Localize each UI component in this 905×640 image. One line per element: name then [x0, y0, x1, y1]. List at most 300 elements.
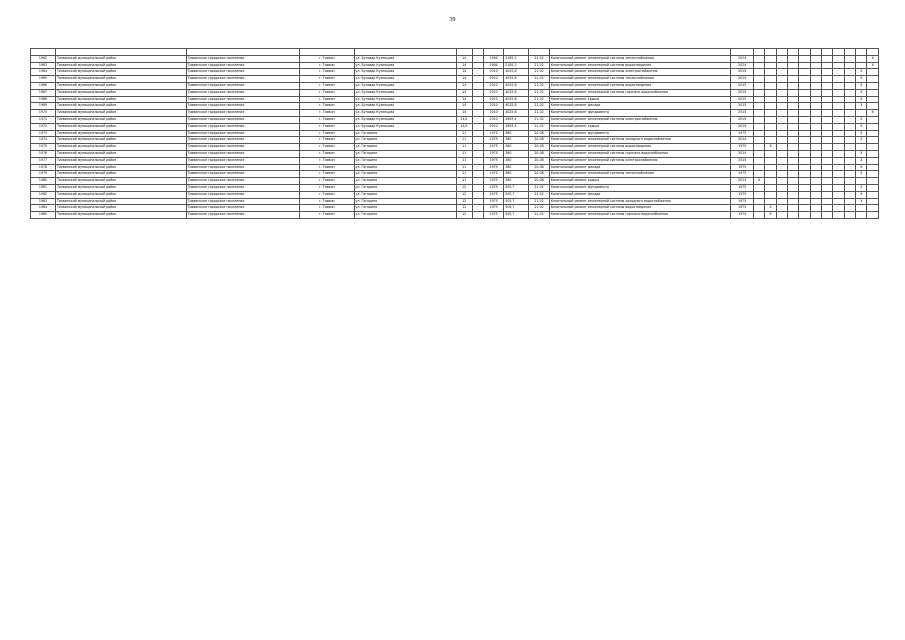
table-cell	[776, 110, 787, 117]
table-cell	[822, 150, 833, 157]
table-cell	[788, 164, 799, 171]
table-cell	[833, 116, 844, 123]
table-cell: 12	[456, 184, 472, 191]
table-row	[31, 164, 879, 171]
table-cell	[765, 171, 776, 178]
table-cell: 1962	[31, 55, 56, 62]
table-cell	[776, 62, 787, 69]
table-cell: 505,7	[504, 198, 529, 205]
table-cell	[788, 198, 799, 205]
table-cell	[867, 178, 879, 185]
table-cell: 2010	[483, 89, 503, 96]
table-cell: ул. Гагарина	[354, 157, 456, 164]
table-cell: Тихвинское городское поселение	[186, 110, 300, 117]
table-cell	[833, 184, 844, 191]
table-cell: 1968	[31, 96, 56, 103]
column-header	[31, 49, 56, 56]
table-cell: 21-02	[529, 69, 549, 76]
table-cell: Капитальный ремонт инженерной системы водоотведения	[549, 205, 731, 212]
table-cell	[799, 89, 810, 96]
table-cell: 505,7	[504, 184, 529, 191]
table-cell: 1973	[31, 130, 56, 137]
table-cell	[810, 144, 821, 151]
table-cell	[833, 157, 844, 164]
table-cell	[867, 184, 879, 191]
table-cell: 2010	[483, 82, 503, 89]
table-cell: 1975	[483, 150, 503, 157]
table-cell: Капитальный ремонт инженерной системы горячего водоснабжения	[549, 150, 731, 157]
table-cell: 1966	[31, 82, 56, 89]
table-cell: 380	[504, 144, 529, 151]
table-cell: Тихвинский муниципальный район	[55, 55, 186, 62]
table-cell: ул. Гагарина	[354, 164, 456, 171]
table-cell	[472, 144, 483, 151]
table-cell: г. Тихвин	[300, 184, 354, 191]
table-cell	[788, 130, 799, 137]
table-cell	[788, 76, 799, 83]
table-cell: 1978	[31, 164, 56, 171]
column-header	[810, 49, 821, 56]
table-cell	[776, 212, 787, 219]
table-cell: 20-08	[529, 178, 549, 185]
table-cell: 21-02	[529, 103, 549, 110]
table-cell	[788, 55, 799, 62]
table-cell: 1975	[483, 157, 503, 164]
table-cell: Тихвинское городское поселение	[186, 191, 300, 198]
table-cell	[788, 137, 799, 144]
table-cell: 14	[456, 55, 472, 62]
table-cell: Тихвинский муниципальный район	[55, 157, 186, 164]
table-cell	[472, 164, 483, 171]
table-cell	[776, 150, 787, 157]
table-cell	[810, 212, 821, 219]
table-cell	[844, 212, 855, 219]
table-cell: 1984	[31, 205, 56, 212]
table-cell	[844, 116, 855, 123]
table-cell: 11	[456, 150, 472, 157]
table-cell	[822, 191, 833, 198]
table-cell	[788, 150, 799, 157]
table-cell: 2185,2	[504, 55, 529, 62]
table-cell: 505,7	[504, 212, 529, 219]
table-header-row	[31, 49, 879, 56]
table-cell: 380	[504, 157, 529, 164]
repair-schedule-table	[30, 48, 879, 219]
table-cell: ул. Бульвар Кузнецова	[354, 89, 456, 96]
table-cell: Капитальный ремонт крыши	[549, 96, 731, 103]
table-cell	[833, 212, 844, 219]
table-cell	[472, 178, 483, 185]
table-cell: 380	[504, 137, 529, 144]
table-cell	[765, 184, 776, 191]
table-cell	[754, 69, 765, 76]
table-cell: Тихвинское городское поселение	[186, 89, 300, 96]
table-cell: 12	[456, 205, 472, 212]
table-cell: г. Тихвин	[300, 212, 354, 219]
table-cell	[844, 191, 855, 198]
table-cell: ул. Бульвар Кузнецова	[354, 116, 456, 123]
table-cell: Х	[867, 55, 879, 62]
table-cell: Тихвинский муниципальный район	[55, 69, 186, 76]
table-cell	[754, 184, 765, 191]
table-cell	[844, 62, 855, 69]
table-cell	[788, 69, 799, 76]
table-cell: 20-08	[529, 164, 549, 171]
table-cell	[810, 110, 821, 117]
table-cell	[788, 212, 799, 219]
table-cell: Капитальный ремонт инженерной системы водоотведения	[549, 82, 731, 89]
table-cell	[833, 130, 844, 137]
table-cell: г. Тихвин	[300, 137, 354, 144]
table-cell	[765, 116, 776, 123]
table-cell: 21-02	[529, 205, 549, 212]
table-cell	[833, 191, 844, 198]
table-cell	[867, 144, 879, 151]
table-cell	[867, 103, 879, 110]
table-cell	[822, 62, 833, 69]
table-cell: Капитальный ремонт крыши	[549, 123, 731, 130]
table-cell	[472, 191, 483, 198]
table-cell: Тихвинское городское поселение	[186, 178, 300, 185]
table-cell	[867, 212, 879, 219]
table-cell	[822, 96, 833, 103]
table-cell	[822, 55, 833, 62]
table-cell: 1975	[483, 178, 503, 185]
table-cell: ул. Гагарина	[354, 205, 456, 212]
table-row	[31, 55, 879, 62]
table-cell: г. Тихвин	[300, 171, 354, 178]
table-cell: ул. Бульвар Кузнецова	[354, 69, 456, 76]
table-cell	[788, 110, 799, 117]
table-cell	[844, 123, 855, 130]
table-cell: 1975	[483, 198, 503, 205]
table-cell: Х	[765, 144, 776, 151]
table-cell	[788, 205, 799, 212]
table-cell	[788, 191, 799, 198]
table-cell: 2010	[483, 110, 503, 117]
table-cell: 21-02	[529, 116, 549, 123]
table-cell	[776, 130, 787, 137]
table-cell	[833, 205, 844, 212]
table-cell	[844, 89, 855, 96]
table-row	[31, 123, 879, 130]
table-cell: Тихвинское городское поселение	[186, 96, 300, 103]
table-cell	[844, 76, 855, 83]
table-cell	[833, 55, 844, 62]
table-cell: г. Тихвин	[300, 82, 354, 89]
table-cell	[472, 96, 483, 103]
table-cell	[776, 198, 787, 205]
table-cell: 380	[504, 178, 529, 185]
table-cell	[833, 144, 844, 151]
table-cell: Тихвинское городское поселение	[186, 62, 300, 69]
table-cell: 11	[456, 130, 472, 137]
table-cell: 12	[456, 191, 472, 198]
table-cell: 1985	[31, 212, 56, 219]
table-cell: 1975	[483, 137, 503, 144]
table-row	[31, 76, 879, 83]
table-cell: г. Тихвин	[300, 130, 354, 137]
table-cell	[799, 184, 810, 191]
table-cell	[810, 191, 821, 198]
table-cell: ул. Бульвар Кузнецова	[354, 96, 456, 103]
table-cell: Х	[856, 69, 867, 76]
table-row	[31, 89, 879, 96]
table-cell	[833, 69, 844, 76]
table-row	[31, 103, 879, 110]
table-cell	[754, 96, 765, 103]
table-cell: Тихвинский муниципальный район	[55, 82, 186, 89]
table-cell	[833, 110, 844, 117]
table-row	[31, 184, 879, 191]
table-cell: г. Тихвин	[300, 157, 354, 164]
table-cell: 20-08	[529, 137, 549, 144]
table-cell	[844, 157, 855, 164]
table-cell: Капитальный ремонт инженерной системы электроснабжения	[549, 69, 731, 76]
table-cell: Х	[856, 130, 867, 137]
table-cell	[788, 157, 799, 164]
table-cell: Капитальный ремонт инженерной системы горячего водоснабжения	[549, 212, 731, 219]
table-cell: 2010	[483, 69, 503, 76]
table-cell	[810, 69, 821, 76]
table-cell: Тихвинское городское поселение	[186, 184, 300, 191]
table-cell: Тихвинское городское поселение	[186, 144, 300, 151]
table-cell	[867, 157, 879, 164]
table-cell: Капитальный ремонт инженерной системы теплоснабжения	[549, 76, 731, 83]
table-cell	[765, 82, 776, 89]
table-cell	[844, 110, 855, 117]
table-cell: Капитальный ремонт крыши	[549, 178, 731, 185]
table-cell: 11	[456, 164, 472, 171]
table-cell: Х	[856, 103, 867, 110]
column-header	[300, 49, 354, 56]
table-cell	[822, 123, 833, 130]
table-cell: Капитальный ремонт фундамента	[549, 130, 731, 137]
table-cell	[754, 123, 765, 130]
table-cell: 21-02	[529, 82, 549, 89]
table-cell	[472, 123, 483, 130]
table-cell	[844, 137, 855, 144]
table-cell	[788, 62, 799, 69]
table-cell: 1975	[731, 130, 754, 137]
table-cell: Тихвинское городское поселение	[186, 205, 300, 212]
table-cell	[776, 82, 787, 89]
table-cell	[833, 82, 844, 89]
table-cell	[754, 198, 765, 205]
table-cell: 11	[456, 171, 472, 178]
table-cell: Тихвинский муниципальный район	[55, 89, 186, 96]
table-cell: Капитальный ремонт фундамента	[549, 110, 731, 117]
table-cell: Тихвинский муниципальный район	[55, 191, 186, 198]
column-header	[472, 49, 483, 56]
table-cell: г. Тихвин	[300, 89, 354, 96]
table-cell: 1975	[731, 164, 754, 171]
table-cell	[844, 103, 855, 110]
column-header	[483, 49, 503, 56]
table-row	[31, 157, 879, 164]
table-cell	[810, 96, 821, 103]
table-cell: Тихвинское городское поселение	[186, 76, 300, 83]
table-row	[31, 130, 879, 137]
table-cell: 1975	[31, 144, 56, 151]
table-cell: Тихвинский муниципальный район	[55, 212, 186, 219]
table-cell	[754, 212, 765, 219]
table-cell	[788, 171, 799, 178]
table-cell: 21-02	[529, 96, 549, 103]
table-cell	[867, 164, 879, 171]
table-cell: 11	[456, 144, 472, 151]
table-cell	[844, 164, 855, 171]
table-cell	[799, 96, 810, 103]
table-cell	[844, 96, 855, 103]
table-cell: 21-02	[529, 62, 549, 69]
table-cell	[833, 76, 844, 83]
table-cell: Х	[856, 123, 867, 130]
table-cell	[754, 103, 765, 110]
table-cell: 14	[456, 69, 472, 76]
table-cell	[472, 137, 483, 144]
table-cell	[867, 116, 879, 123]
table-cell	[822, 171, 833, 178]
table-cell	[472, 62, 483, 69]
table-cell: 21-02	[529, 76, 549, 83]
table-cell	[822, 137, 833, 144]
table-cell: 380	[504, 164, 529, 171]
table-cell	[754, 171, 765, 178]
table-cell: ул. Бульвар Кузнецова	[354, 110, 456, 117]
table-cell	[867, 123, 879, 130]
table-cell: ул. Бульвар Кузнецова	[354, 76, 456, 83]
table-cell	[822, 144, 833, 151]
table-cell	[776, 178, 787, 185]
table-cell: 21-02	[529, 110, 549, 117]
table-cell: 1970	[31, 110, 56, 117]
table-cell: Тихвинское городское поселение	[186, 164, 300, 171]
table-cell	[844, 171, 855, 178]
table-cell	[810, 178, 821, 185]
table-cell: 1969	[31, 103, 56, 110]
table-cell: 1975	[483, 171, 503, 178]
table-cell: 1980	[31, 178, 56, 185]
table-cell: Тихвинский муниципальный район	[55, 130, 186, 137]
table-cell: ул. Гагарина	[354, 150, 456, 157]
table-cell: г. Тихвин	[300, 69, 354, 76]
table-cell: ул. Бульвар Кузнецова	[354, 103, 456, 110]
table-row	[31, 110, 879, 117]
table-cell	[856, 62, 867, 69]
table-cell: 20-08	[529, 144, 549, 151]
table-cell	[472, 150, 483, 157]
table-cell: г. Тихвин	[300, 96, 354, 103]
table-cell: 14	[456, 89, 472, 96]
table-cell: 21-02	[529, 198, 549, 205]
table-cell: г. Тихвин	[300, 191, 354, 198]
table-cell	[833, 137, 844, 144]
table-cell: 1979	[31, 171, 56, 178]
table-cell	[810, 157, 821, 164]
table-cell: 2010	[483, 103, 503, 110]
table-cell	[833, 164, 844, 171]
table-cell: 1981	[31, 184, 56, 191]
table-cell: 2015	[731, 89, 754, 96]
table-cell: 1975	[731, 144, 754, 151]
table-cell: 1975	[483, 164, 503, 171]
table-cell	[776, 123, 787, 130]
table-cell	[810, 184, 821, 191]
table-cell	[867, 82, 879, 89]
table-cell	[844, 130, 855, 137]
table-cell	[844, 150, 855, 157]
column-header	[456, 49, 472, 56]
table-cell	[754, 191, 765, 198]
table-cell	[810, 76, 821, 83]
table-cell: 505,7	[504, 205, 529, 212]
table-cell: ул. Гагарина	[354, 137, 456, 144]
table-cell: ул. Бульвар Кузнецова	[354, 62, 456, 69]
table-row	[31, 82, 879, 89]
table-cell: Х	[856, 198, 867, 205]
table-cell: 2024	[731, 62, 754, 69]
table-cell: г. Тихвин	[300, 103, 354, 110]
table-cell	[844, 198, 855, 205]
table-cell: Тихвинское городское поселение	[186, 171, 300, 178]
table-cell: Х	[856, 150, 867, 157]
table-cell	[810, 123, 821, 130]
table-cell	[754, 130, 765, 137]
table-cell: г. Тихвин	[300, 110, 354, 117]
table-cell	[867, 89, 879, 96]
table-cell	[472, 82, 483, 89]
table-cell: 2024	[731, 55, 754, 62]
table-cell	[833, 150, 844, 157]
column-header	[856, 49, 867, 56]
table-cell: г. Тихвин	[300, 62, 354, 69]
table-cell: Капитальный ремонт инженерной системы теплоснабжения	[549, 171, 731, 178]
table-cell: Тихвинский муниципальный район	[55, 178, 186, 185]
table-cell: г. Тихвин	[300, 116, 354, 123]
table-cell	[776, 55, 787, 62]
table-cell: Тихвинское городское поселение	[186, 123, 300, 130]
table-cell	[472, 116, 483, 123]
table-cell	[472, 171, 483, 178]
table-cell: 380	[504, 150, 529, 157]
table-row	[31, 137, 879, 144]
table-cell	[810, 62, 821, 69]
table-cell	[472, 198, 483, 205]
table-cell	[776, 171, 787, 178]
table-cell: 1975	[483, 212, 503, 219]
table-cell	[472, 89, 483, 96]
table-cell	[810, 130, 821, 137]
table-cell: 4025,8	[504, 76, 529, 83]
table-cell: Тихвинский муниципальный район	[55, 76, 186, 83]
table-cell	[765, 96, 776, 103]
table-cell: ул. Гагарина	[354, 130, 456, 137]
table-cell: Капитальный ремонт инженерной системы теплоснабжения	[549, 55, 731, 62]
table-cell: г. Тихвин	[300, 198, 354, 205]
table-cell: ул. Гагарина	[354, 212, 456, 219]
table-cell	[867, 137, 879, 144]
table-cell	[810, 103, 821, 110]
table-cell: 1975	[483, 144, 503, 151]
table-cell: Х	[856, 116, 867, 123]
table-cell	[765, 150, 776, 157]
column-header	[765, 49, 776, 56]
table-cell	[754, 137, 765, 144]
table-cell	[810, 198, 821, 205]
table-cell: г. Тихвин	[300, 164, 354, 171]
column-header	[776, 49, 787, 56]
